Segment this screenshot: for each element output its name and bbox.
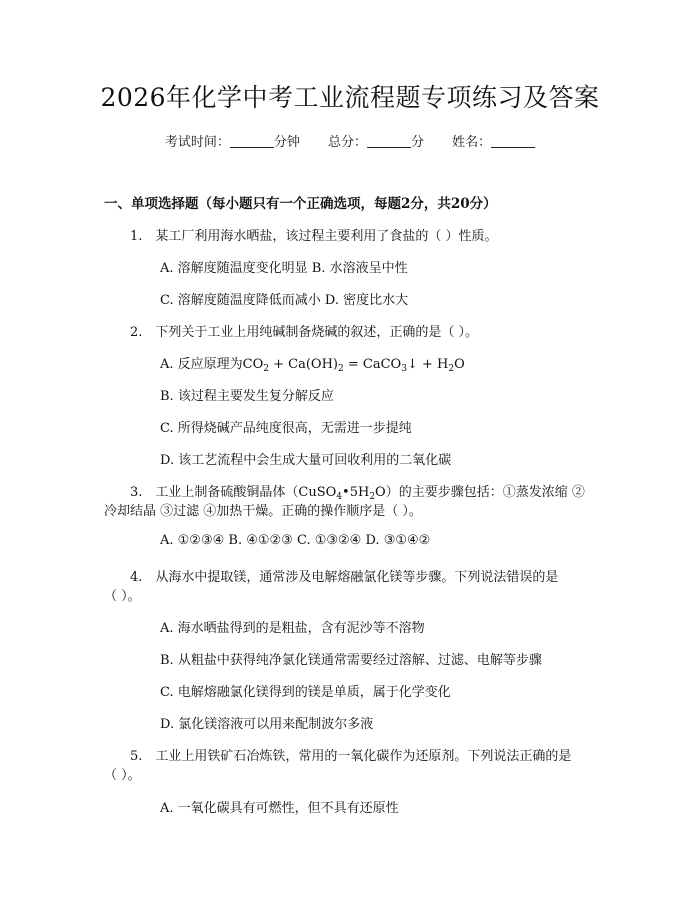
- q4-option-c[interactable]: C. 电解熔融氯化镁得到的镁是单质，属于化学变化: [160, 685, 451, 700]
- q3-stem-line1: 3. 工业上制备硫酸铜晶体$(CuSO_4•5H_2O)$的主要步骤包括：①蒸发浓缩 ②: [130, 485, 585, 502]
- q1-options-cd[interactable]: C. 溶解度随温度降低而减小 D. 密度比水大: [160, 293, 409, 308]
- q5-option-a[interactable]: A. 一氧化碳具有可燃性，但不具有还原性: [160, 801, 399, 816]
- time-blank[interactable]: [230, 135, 274, 148]
- q2-option-a[interactable]: [160, 353, 465, 374]
- exam-score: [328, 135, 428, 150]
- q4-option-d[interactable]: D. 氯化镁溶液可以用来配制波尔多液: [160, 717, 374, 732]
- q4-stem-line2: （ ）。: [104, 589, 141, 604]
- score-unit: 分: [411, 135, 425, 150]
- q2-option-a-prefix: A. 反应原理为: [160, 357, 243, 372]
- q3-options[interactable]: A. ①②③④ B. ④①②③ C. ①③②④ D. ③①④②: [160, 533, 431, 548]
- q3-stem-line2: 冷却结晶 ③过滤 ④加热干燥。正确的操作顺序是（ ）。: [104, 504, 422, 519]
- page-title: 2026年化学中考工业流程题专项练习及答案: [100, 83, 600, 112]
- score-blank[interactable]: [367, 135, 411, 148]
- name-blank[interactable]: [491, 135, 535, 148]
- exam-meta: [0, 131, 700, 150]
- q2-stem: 2. 下列关于工业上用纯碱制备烧碱的叙述，正确的是（ ）。: [130, 325, 479, 340]
- time-label: 考试时间：: [164, 135, 230, 150]
- q1-options-ab[interactable]: A. 溶解度随温度变化明显 B. 水溶液呈中性: [160, 261, 408, 276]
- name-label: 姓名：: [452, 135, 492, 150]
- q2-option-b[interactable]: B. 该过程主要发生复分解反应: [160, 389, 334, 404]
- score-label: 总分：: [327, 135, 367, 150]
- q2-option-d[interactable]: D. 该工艺流程中会生成大量可回收利用的二氧化碳: [160, 453, 452, 468]
- exam-name: [452, 135, 535, 150]
- q1-stem: 1. 某工厂利用海水晒盐，该过程主要利用了食盐的（ ）性质。: [130, 229, 498, 244]
- q4-stem-line1: 4. 从海水中提取镁，通常涉及电解熔融氯化镁等步骤。下列说法错误的是: [130, 570, 559, 585]
- q5-stem-line1: 5. 工业上用铁矿石冶炼铁，常用的一氧化碳作为还原剂。下列说法正确的是: [130, 749, 572, 764]
- q2-formula: $CO_2 + Ca(OH)_2$ = CaCO$_3$↓ + $H_2O$: [242, 357, 465, 374]
- q2-option-c[interactable]: C. 所得烧碱产品纯度很高，无需进一步提纯: [160, 421, 412, 436]
- q4-option-b[interactable]: B. 从粗盐中获得纯净氯化镁通常需要经过溶解、过滤、电解等步骤: [160, 653, 542, 668]
- q5-stem-line2: （ ）。: [104, 768, 141, 783]
- section-heading: 一、单项选择题（每小题只有一个正确选项，每题2分，共20分）: [104, 196, 497, 212]
- q4-option-a[interactable]: A. 海水晒盐得到的是粗盐，含有泥沙等不溶物: [160, 621, 425, 636]
- time-unit: 分钟: [273, 135, 300, 150]
- exam-time: [165, 135, 304, 150]
